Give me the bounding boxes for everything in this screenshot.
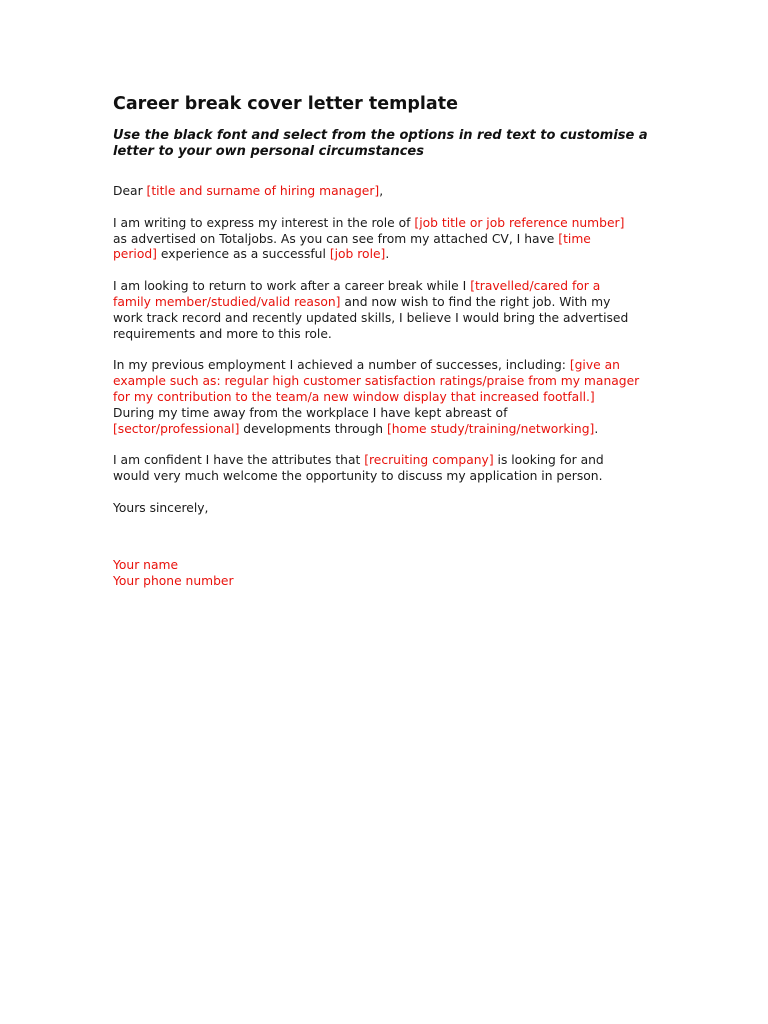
placeholder-sector: [sector/professional]: [113, 421, 240, 436]
placeholder-recruiting-company: [recruiting company]: [364, 453, 494, 468]
salutation-line: [113, 184, 688, 200]
placeholder-time-period: period]: [113, 247, 157, 262]
placeholder-hiring-manager: [title and surname of hiring manager]: [146, 184, 380, 198]
paragraph-career-break: [113, 279, 688, 342]
paragraph-line: During my time away from the workplace I have kept abreast of: [113, 405, 508, 420]
document-title: Career break cover letter template: [113, 94, 458, 114]
placeholder-example: example such as: regular high customer satisfaction ratings/praise from my manager: [113, 374, 640, 389]
placeholder-job-title: [job title or job reference number]: [414, 215, 625, 230]
placeholder-time-period: [time: [558, 231, 591, 246]
placeholder-example: [give an: [569, 358, 620, 373]
paragraph-line: [113, 295, 688, 311]
placeholder-break-reason: [travelled/cared for a: [470, 279, 601, 294]
placeholder-development-method: [home study/training/networking]: [386, 421, 595, 436]
paragraph-line: [113, 279, 688, 295]
body-text: I am looking to return to work after a career break while I: [113, 279, 471, 294]
body-text: as advertised on Totaljobs. As you can see from my attached CV, I have: [113, 231, 559, 246]
paragraph-line: [113, 358, 688, 374]
paragraph-line: [113, 247, 688, 263]
placeholder-example: for my contribution to the team/a new window display that increased footfall.]: [113, 389, 595, 404]
signature-block: [113, 558, 688, 590]
paragraph-line: work track record and recently updated skills, I believe I would bring the advertised: [113, 310, 629, 325]
paragraph-line: requirements and more to this role.: [113, 326, 332, 341]
instructions-line: Use the black font and select from the options in red text to customise a: [113, 128, 648, 143]
closing-text: Yours sincerely,: [113, 500, 209, 515]
paragraph-line: [113, 453, 688, 469]
salutation: [113, 184, 688, 200]
closing: [113, 501, 688, 517]
paragraph-line: [113, 232, 688, 248]
body-text: is looking for and: [493, 453, 604, 468]
body-text: I am confident I have the attributes that: [113, 453, 365, 468]
body-text: .: [385, 247, 390, 262]
paragraph-line: [113, 422, 688, 438]
paragraph-line: [113, 216, 688, 232]
paragraph-confidence: [113, 453, 688, 485]
body-text: and now wish to find the right job. With my: [340, 294, 611, 309]
salutation-text: Dear: [113, 184, 147, 198]
salutation-comma: ,: [379, 184, 384, 198]
placeholder-break-reason: family member/studied/valid reason]: [113, 294, 341, 309]
instructions-line: letter to your own personal circumstances: [113, 144, 424, 159]
body-text: developments through: [239, 421, 387, 436]
instructions-text: [113, 128, 688, 160]
placeholder-your-name: Your name: [113, 557, 179, 572]
body-text: .: [594, 421, 599, 436]
paragraph-achievements: [113, 358, 688, 437]
paragraph-line: would very much welcome the opportunity to discuss my application in person.: [113, 469, 603, 484]
body-text: In my previous employment I achieved a number of successes, including:: [113, 358, 570, 373]
body-text: I am writing to express my interest in the role of: [113, 215, 415, 230]
placeholder-phone-number: Your phone number: [113, 573, 234, 588]
placeholder-job-role: [job role]: [329, 247, 386, 262]
paragraph-interest: [113, 216, 688, 263]
body-text: experience as a successful: [156, 247, 330, 262]
